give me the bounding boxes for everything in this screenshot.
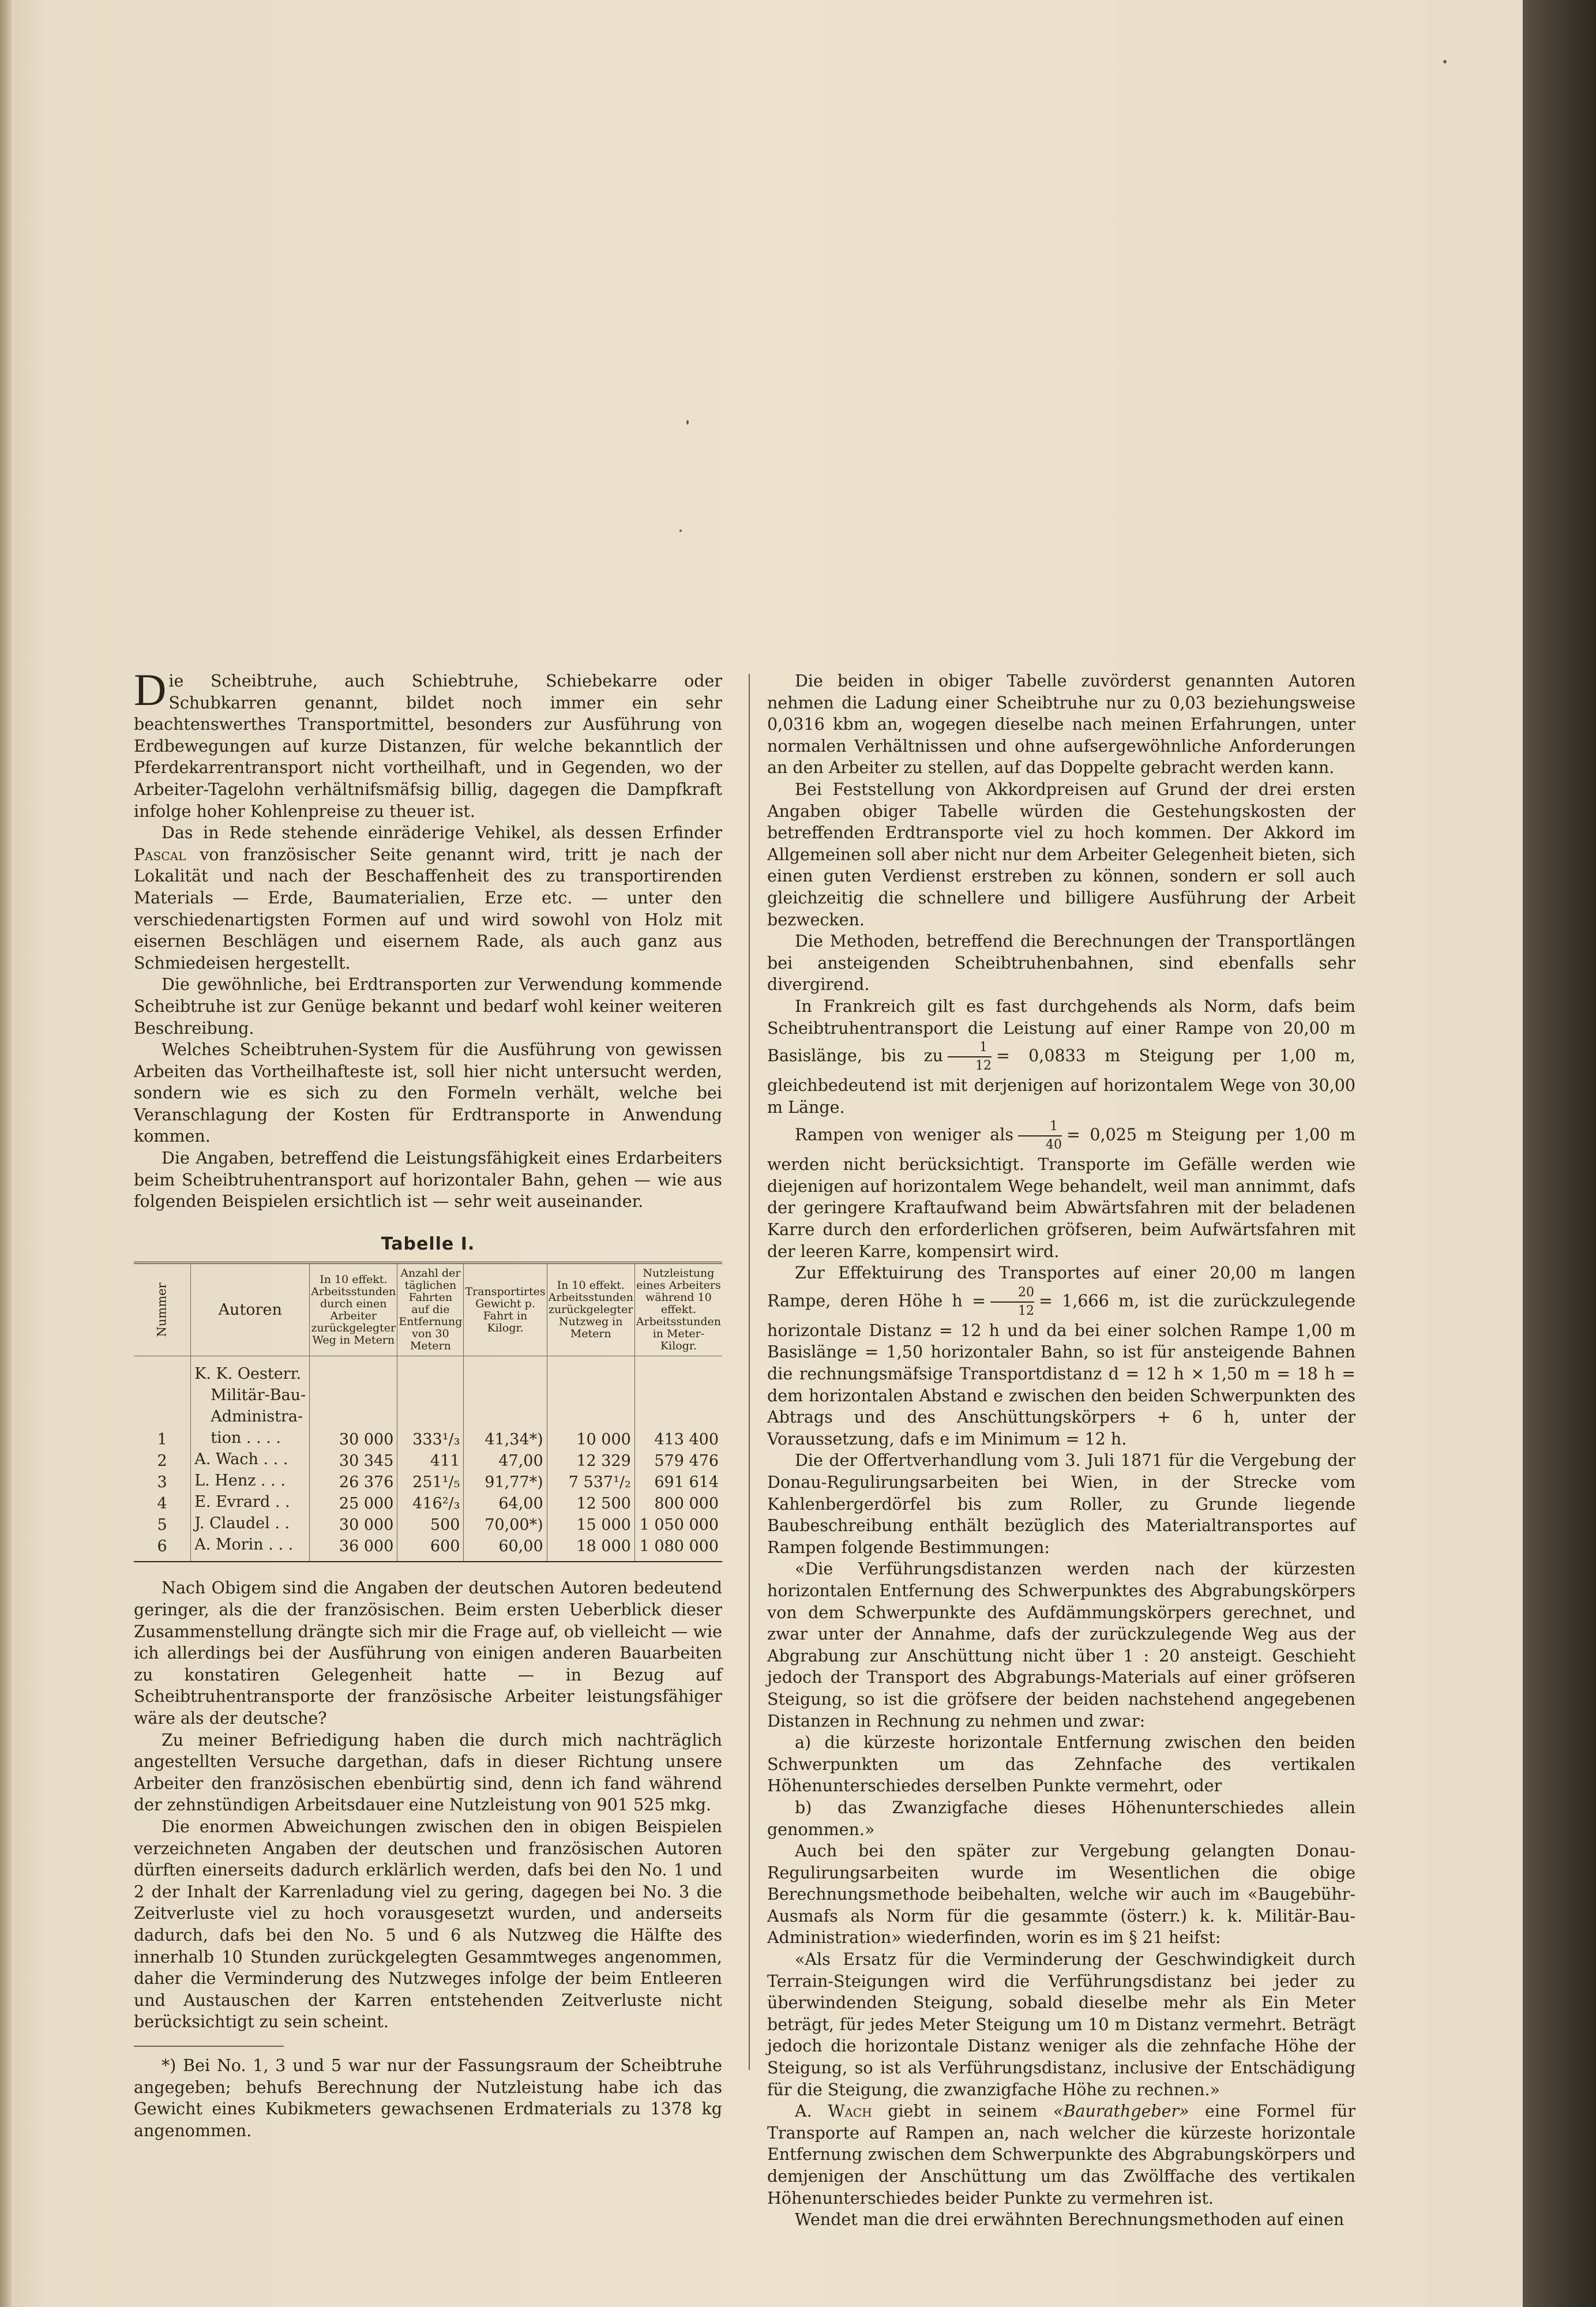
row-number: 6 (157, 1537, 167, 1556)
paragraph: Zu meiner Befriedigung haben die durch mich nachträglich angestellten Versuche dargethan, dafs in dieser Richtung unsere Arbeiter den französischen ebenbürtig sind, denn ich fand während der zehnstündigen Arbeitsdauer eine Nutzleistung von 901 525 mkg. (134, 1730, 722, 1815)
cell-nutzweg: 12 500 (547, 1491, 634, 1513)
cell-leistung: 800 000 (634, 1491, 722, 1513)
row-number: 4 (157, 1495, 167, 1513)
author-name-line: Administra- (211, 1408, 303, 1426)
cell-gewicht: 47,00 (464, 1449, 547, 1470)
cell-weg: 30 000 (310, 1356, 397, 1449)
cell-fahrten: 600 (397, 1534, 464, 1562)
author-name-line: tion . . . . (211, 1429, 281, 1447)
fraction-denominator: 12 (1017, 1303, 1034, 1318)
cell-nutzweg: 12 329 (547, 1449, 634, 1470)
cell-leistung: 1 050 000 (634, 1513, 722, 1534)
author-name-line: Militär-Bau- (211, 1386, 306, 1405)
author-name: A. Wach (795, 2102, 872, 2121)
cell-fahrten: 500 (397, 1513, 464, 1534)
cell-leistung: 691 614 (634, 1470, 722, 1491)
author-name-line: L. Henz . . . (194, 1472, 286, 1490)
cell-weg: 30 000 (310, 1513, 397, 1534)
table-row (134, 1470, 722, 1491)
cell-weg: 26 376 (310, 1470, 397, 1491)
right-column (767, 670, 1355, 2231)
cell-gewicht: 64,00 (464, 1491, 547, 1513)
paragraph-text: = 1,666 m, ist die zurückzulegende horizontale Distanz = 12 h und da bei einer solchen Rampe 1,00 m Basislänge = 1,50 horizontaler Bahn, so ist für ansteigende Bahnen die rechnungsmäfsige Transportdistanz d = 12 h × 1,50 m = 18 h = dem horizontalen Abstand e zwischen den beiden Schwerpunkten des Abtrags und des Anschüttungskörpers + 6 h, unter der Voraussetzung, dafs e im Minimum = 12 h. (767, 1291, 1355, 1449)
paragraph-text: In Frankreich gilt es fast durchgehends als Norm, dafs beim Scheibtruhentransport die Leistung auf einer Rampe von 20,00 m Basislänge, bis zu (767, 996, 1355, 1066)
quote-paragraph: «Die Verführungsdistanzen werden nach der kürzesten horizontalen Entfernung des Schwerpunktes des Abgrabungskörpers von dem Schwerpunkte des Aufdämmungskörpers gerechnet, und zwar unter der Annahme, dafs der zurückzulegende Weg aus der Abgrabung zur Anschüttung nicht über 1 : 20 ansteigt. Geschieht jedoch der Transport des Abgrabungs-Materials auf einer gröfseren Steigung, so ist die gröfsere der beiden nachstehend angegebenen Distanzen in Rechnung zu nehmen und zwar: (767, 1559, 1355, 1731)
row-number: 5 (157, 1516, 167, 1535)
cell-nutzweg: 18 000 (547, 1534, 634, 1562)
scan-background-edge (1523, 0, 1596, 2307)
paragraph-text: = 0,0833 m Steigung per 1,00 m, gleichbedeutend ist mit derjenigen auf horizontalem Wege von 30,00 m Länge. (767, 1046, 1355, 1117)
row-number: 1 (157, 1431, 167, 1449)
table-row (134, 1534, 722, 1562)
paragraph-text: giebt in seinem (888, 2102, 1038, 2121)
fraction-numerator: 1 (1018, 1118, 1062, 1136)
paragraph: Welches Scheibtruhen-System für die Ausführung von gewissen Arbeiten das Vortheilhafteste ist, soll hier nicht untersucht werden, sondern wie es sich zu den Formeln verhält, welche bei Veranschlagung der Kosten für Erdtransporte in Anwendung kommen. (134, 1040, 722, 1146)
header-nutzweg: In 10 effekt. Arbeitsstunden zurückgelegter Nutzweg in Metern (547, 1263, 634, 1356)
quote-paragraph: b) das Zwanzigfache dieses Höhenunterschiedes allein genommen.» (767, 1798, 1355, 1839)
paragraph (134, 822, 722, 974)
paragraph: Die enormen Abweichungen zwischen den in obigen Beispielen verzeichneten Angaben der deutschen und französischen Autoren dürften einerseits dadurch erklärlich werden, dafs bei den No. 1 und 2 der Inhalt der Karrenladung viel zu gering, dagegen bei No. 3 die Zeitverluste viel zu hoch vorausgesetzt wurden, und anderseits dadurch, dafs bei den No. 5 und 6 als Nutzweg die Hälfte des innerhalb 10 Stunden zurückgelegten Gesammtweges angenommen, daher die Verminderung des Nutzweges infolge der beim Entleeren und Austauschen der Karren entstehenden Zeitverluste nicht berücksichtigt zu sein scheint. (134, 1817, 722, 2032)
footnote-rule (134, 2046, 284, 2047)
page-binding (0, 0, 12, 2307)
paragraph: Wendet man die drei erwähnten Berechnungsmethoden auf einen (795, 2210, 1345, 2230)
header-nutzleistung: Nutzleistung eines Arbeiters während 10 effekt. Arbeitsstunden in Meter-Kilogr. (634, 1263, 722, 1356)
paragraph-text: Zur Effektuirung des Transportes auf einer 20,00 m langen Rampe, deren Höhe h = (767, 1263, 1355, 1311)
fraction-numerator: 1 (948, 1039, 992, 1057)
paragraph-text: von französischer Seite genannt wird, tritt je nach der Lokalität und nach der Beschaffenheit des zu transportirenden Materials — Erde, Baumaterialien, Erze etc. — unter den verschiedenartigsten Formen auf und wird sowohl von Holz mit eisernen Beschlägen und eisernem Rade, als auch ganz aus Schmiedeisen hergestellt. (134, 845, 722, 973)
cell-gewicht: 91,77*) (464, 1470, 547, 1491)
table-row (134, 1449, 722, 1470)
page-blemish (1443, 60, 1447, 63)
header-nummer: Nummer (134, 1263, 191, 1356)
cell-gewicht: 41,34*) (464, 1356, 547, 1449)
paragraph-text: Rampen von weniger als (795, 1125, 1013, 1145)
author-name-line: J. Claudel . . (194, 1514, 290, 1533)
author-cell (191, 1534, 310, 1562)
cell-fahrten: 416²/₃ (397, 1491, 464, 1513)
author-name-line: A. Morin . . . (194, 1536, 294, 1554)
cell-fahrten: 333¹/₃ (397, 1356, 464, 1449)
fraction (1018, 1118, 1062, 1154)
cell-gewicht: 70,00*) (464, 1513, 547, 1534)
cell-leistung: 1 080 000 (634, 1534, 722, 1562)
column-divider (749, 674, 750, 2070)
fraction-denominator: 40 (1045, 1138, 1062, 1153)
table-row (134, 1491, 722, 1513)
paragraph-text: Das in Rede stehende einräderige Vehikel, als dessen Erfinder (162, 823, 722, 843)
paragraph (767, 1118, 1355, 1262)
cell-nutzweg: 15 000 (547, 1513, 634, 1534)
cell-nutzweg: 10 000 (547, 1356, 634, 1449)
cell-fahrten: 251¹/₅ (397, 1470, 464, 1491)
quote-paragraph: «Als Ersatz für die Verminderung der Geschwindigkeit durch Terrain-Steigungen wird die Verführungsdistanz bei jeder zu überwindenden Steigung, sobald dieselbe mehr als Ein Meter beträgt, für jedes Meter Steigung um 10 m Distanz vermehrt. Beträgt jedoch die horizontale Distanz weniger als die zehnfache Höhe der Steigung, so ist als Verführungsdistanz, inclusive der Entschädigung für die Steigung, die zwanzigfache Höhe zu rechnen.» (767, 1950, 1355, 2099)
paragraph: Die der Offertverhandlung vom 3. Juli 1871 für die Vergebung der Donau-Regulirungsarbeiten bei Wien, in der Strecke vom Kahlenbergerdörfel bis zum Roller, zu Grunde liegende Baubeschreibung enthält bezüglich des Materialtransportes auf Rampen folgende Bestimmungen: (767, 1451, 1355, 1557)
cell-leistung: 413 400 (634, 1356, 722, 1449)
author-cell (191, 1356, 310, 1449)
paragraph (767, 1262, 1355, 1450)
author-cell (191, 1491, 310, 1513)
paragraph: Die gewöhnliche, bei Erdtransporten zur Verwendung kommende Scheibtruhe ist zur Genüge bekannt und bedarf wohl keiner weiteren Beschreibung. (134, 975, 722, 1038)
header-fahrten: Anzahl der täglichen Fahrten auf die Entfernung von 30 Metern (397, 1263, 464, 1356)
cell-weg: 36 000 (310, 1534, 397, 1562)
paragraph: Bei Feststellung von Akkordpreisen auf Grund der drei ersten Angaben obiger Tabelle würden die Gestehungskosten der betreffenden Erdtransporte viel zu hoch kommen. Der Akkord im Allgemeinen soll aber nicht nur dem Arbeiter Gelegenheit bieten, sich einen guten Verdienst erstreben zu können, sondern er soll auch gleichzeitig die schnellere und billigere Ausführung der Arbeit bezwecken. (767, 779, 1355, 929)
paragraph (767, 2100, 1355, 2209)
paragraph: Auch bei den später zur Vergebung gelangten Donau-Regulirungsarbeiten wurde im Wesentlichen die obige Berechnungsmethode beibehalten, welche wir auch im «Baugebühr-Ausmafs als Norm für die gesammte (österr.) k. k. Militär-Bau-Administration» wiederfinden, worin es im § 21 heifst: (767, 1841, 1355, 1948)
cell-nutzweg: 7 537¹/₂ (547, 1470, 634, 1491)
page-blemish (686, 420, 689, 425)
fraction-numerator: 20 (990, 1284, 1034, 1303)
author-cell (191, 1449, 310, 1470)
page-blemish (679, 530, 682, 532)
paragraph: Nach Obigem sind die Angaben der deutschen Autoren bedeutend geringer, als die der französischen. Beim ersten Ueberblick dieser Zusammenstellung drängte sich mir die Frage auf, ob vielleicht — wie ich allerdings bei der Ausführung von einigen anderen Bauarbeiten zu konstatiren Gelegenheit hatte — in Bezug auf Scheibtruhentransporte der französische Arbeiter leistungsfähiger wäre als der deutsche? (134, 1578, 722, 1728)
left-column (134, 665, 722, 2141)
author-name: Pascal (134, 845, 186, 864)
author-cell (191, 1470, 310, 1491)
table-title: Tabelle I. (381, 1233, 475, 1254)
header-gewicht: Transportirtes Gewicht p. Fahrt in Kilogr. (464, 1263, 547, 1356)
fraction (990, 1284, 1034, 1320)
footnote: *) Bei No. 1, 3 und 5 war nur der Fassungsraum der Scheibtruhe angegeben; behufs Berechnung der Nutzleistung habe ich das Gewicht eines Kubikmeters gewachsenen Erdmaterials zu 1378 kg angenommen. (134, 2055, 722, 2140)
cell-weg: 25 000 (310, 1491, 397, 1513)
author-name-line: A. Wach . . . (194, 1450, 288, 1469)
table-row (134, 1356, 722, 1449)
paragraph-text: ie Scheibtruhe, auch Schiebtruhe, Schiebekarre oder Schubkarren genannt, bildet noch immer ein sehr beachtenswerthes Transportmittel, besonders zur Ausführung von Erdbewegungen auf kurze Distanzen, für welche bekanntlich der Pferdekarrentransport nicht vortheilhaft, und in Gegenden, wo der Arbeiter-Tagelohn verhältnifsmäfsig billig, dagegen die Dampfkraft infolge hoher Kohlenpreise zu theuer ist. (134, 672, 722, 821)
fraction-denominator: 12 (975, 1059, 992, 1074)
fraction (948, 1039, 992, 1075)
table-header-row (134, 1263, 722, 1356)
book-title: «Baurathgeber» (1053, 2102, 1189, 2121)
cell-weg: 30 345 (310, 1449, 397, 1470)
paragraph-text: eine Formel für Transporte auf Rampen an, nach welcher die kürzeste horizontale Entfernung zwischen dem Schwerpunkte des Abgrabungskörpers und demjenigen der Anschüttung um das Zwölffache des vertikalen Höhenunterschiedes beider Punkte zu vermehren ist. (767, 2102, 1356, 2208)
row-number: 2 (157, 1452, 167, 1471)
header-autoren: Autoren (191, 1263, 310, 1356)
author-cell (191, 1513, 310, 1534)
cell-gewicht: 60,00 (464, 1534, 547, 1562)
header-weg: In 10 effekt. Arbeitsstunden durch einen Arbeiter zurückgelegter Weg in Metern (310, 1263, 397, 1356)
paragraph-text: = 0,025 m Steigung per 1,00 m werden nicht berücksichtigt. Transporte im Gefälle werden wie diejenigen auf horizontalem Wege behandelt, weil man annimmt, dafs der geringere Kraftaufwand beim Abwärtsfahren mit der beladenen Karre durch den erforderlichen gröfseren, beim Aufwärtsfahren mit der leeren Karre, kompensirt wird. (767, 1125, 1355, 1261)
table-row (134, 1513, 722, 1534)
paragraph: Die Methoden, betreffend die Berechnungen der Transportlängen bei ansteigenden Scheibtruhenbahnen, sind ebenfalls sehr divergirend. (767, 932, 1355, 995)
author-name-line: E. Evrard . . (194, 1493, 290, 1511)
paragraph: Die Angaben, betreffend die Leistungsfähigkeit eines Erdarbeiters beim Scheibtruhentransport auf horizontaler Bahn, gehen — wie aus folgenden Beispielen ersichtlich ist — sehr weit auseinander. (134, 1149, 722, 1211)
paragraph (134, 665, 722, 822)
cell-fahrten: 411 (397, 1449, 464, 1470)
data-table (134, 1262, 722, 1562)
quote-paragraph: a) die kürzeste horizontale Entfernung zwischen den beiden Schwerpunkten um das Zehnfache des vertikalen Höhenunterschiedes derselben Punkte vermehrt, oder (767, 1733, 1355, 1796)
drop-cap: D (134, 665, 167, 715)
author-name-line: K. K. Oesterr. (194, 1365, 302, 1383)
row-number: 3 (157, 1473, 167, 1492)
cell-leistung: 579 476 (634, 1449, 722, 1470)
paragraph (767, 996, 1355, 1118)
paragraph: Die beiden in obiger Tabelle zuvörderst genannten Autoren nehmen die Ladung einer Scheibtruhe nur zu 0,03 beziehungsweise 0,0316 kbm an, wogegen dieselbe nach meinen Erfahrungen, unter normalen Verhältnissen und ohne aufsergewöhnliche Anforderungen an den Arbeiter zu stellen, auf das Doppelte gebracht werden kann. (767, 672, 1355, 778)
table-body (134, 1356, 722, 1562)
